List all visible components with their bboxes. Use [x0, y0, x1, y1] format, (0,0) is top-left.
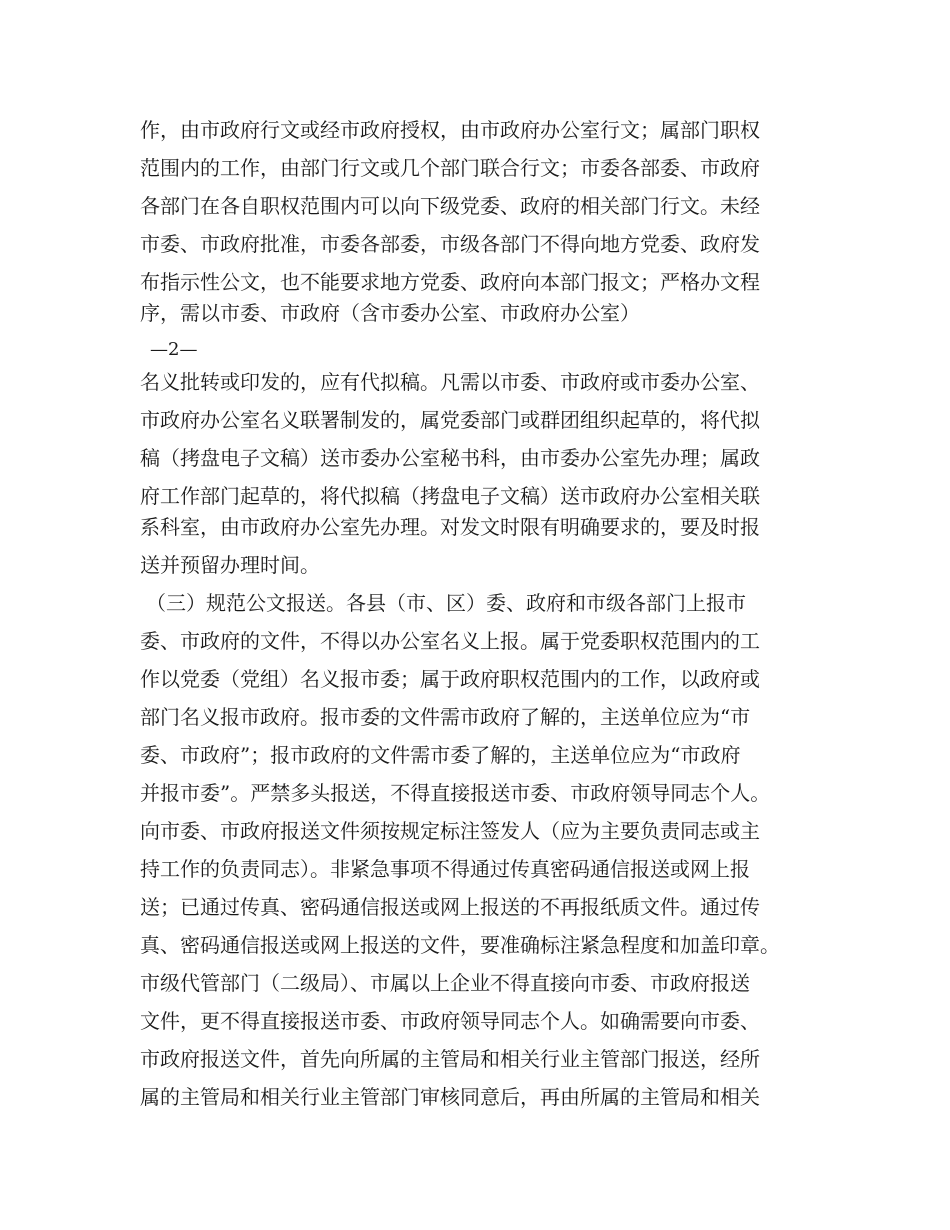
text-line: 市委、市政府批准，市委各部委，市级各部门不得向地方党委、政府发: [140, 232, 760, 256]
text-line: 委、市政府的文件，不得以办公室名义上报。属于党委职权范围内的工: [140, 629, 760, 653]
text-line: 向市委、市政府报送文件须按规定标注签发人（应为主要负责同志或主: [140, 819, 760, 843]
text-line: 并报市委”。严禁多头报送，不得直接报送市委、市政府领导同志个人。: [140, 781, 771, 805]
text-line: 委、市政府”；报市政府的文件需市委了解的，主送单位应为“市政府: [140, 743, 741, 767]
text-line: 各部门在各自职权范围内可以向下级党委、政府的相关部门行文。未经: [140, 194, 760, 218]
text-line: 稿（拷盘电子文稿）送市委办公室秘书科，由市委办公室先办理；属政: [140, 446, 760, 470]
text-line: 真、密码通信报送或网上报送的文件，要准确标注紧急程度和加盖印章。: [140, 933, 780, 957]
text-line: 属的主管局和相关行业主管部门审核同意后，再由所属的主管局和相关: [140, 1085, 760, 1109]
text-line: 系科室，由市政府办公室先办理。对发文时限有明确要求的，要及时报: [140, 515, 760, 539]
text-line: 部门名义报市政府。报市委的文件需市政府了解的，主送单位应为“市: [140, 705, 751, 729]
text-line: 作以党委（党组）名义报市委；属于政府职权范围内的工作，以政府或: [140, 667, 760, 691]
page-number: —2—: [150, 339, 198, 360]
text-line: 范围内的工作，由部门行文或几个部门联合行文；市委各部委、市政府: [140, 156, 760, 180]
text-line: 名义批转或印发的，应有代拟稿。凡需以市委、市政府或市委办公室、: [140, 370, 760, 394]
text-line: 文件，更不得直接报送市委、市政府领导同志个人。如确需要向市委、: [140, 1009, 760, 1033]
text-line: 布指示性公文，也不能要求地方党委、政府向本部门报文；严格办文程: [140, 270, 760, 294]
text-line: 府工作部门起草的，将代拟稿（拷盘电子文稿）送市政府办公室相关联: [140, 484, 760, 508]
text-line: 市政府办公室名义联署制发的，属党委部门或群团组织起草的，将代拟: [140, 408, 760, 432]
section-heading-line: （三）规范公文报送。各县（市、区）委、政府和市级各部门上报市: [146, 591, 746, 615]
text-line: 序，需以市委、市政府（含市委办公室、市政府办公室）: [140, 301, 640, 325]
text-line: 市政府报送文件，首先向所属的主管局和相关行业主管部门报送，经所: [140, 1047, 760, 1071]
text-line: 送并预留办理时间。: [140, 553, 320, 577]
text-line: 送；已通过传真、密码通信报送或网上报送的不再报纸质文件。通过传: [140, 895, 760, 919]
text-line: 作，由市政府行文或经市政府授权，由市政府办公室行文；属部门职权: [140, 118, 760, 142]
text-line: 持工作的负责同志）。非紧急事项不得通过传真密码通信报送或网上报: [140, 857, 750, 881]
text-line: 市级代管部门（二级局）、市属以上企业不得直接向市委、市政府报送: [140, 971, 750, 995]
